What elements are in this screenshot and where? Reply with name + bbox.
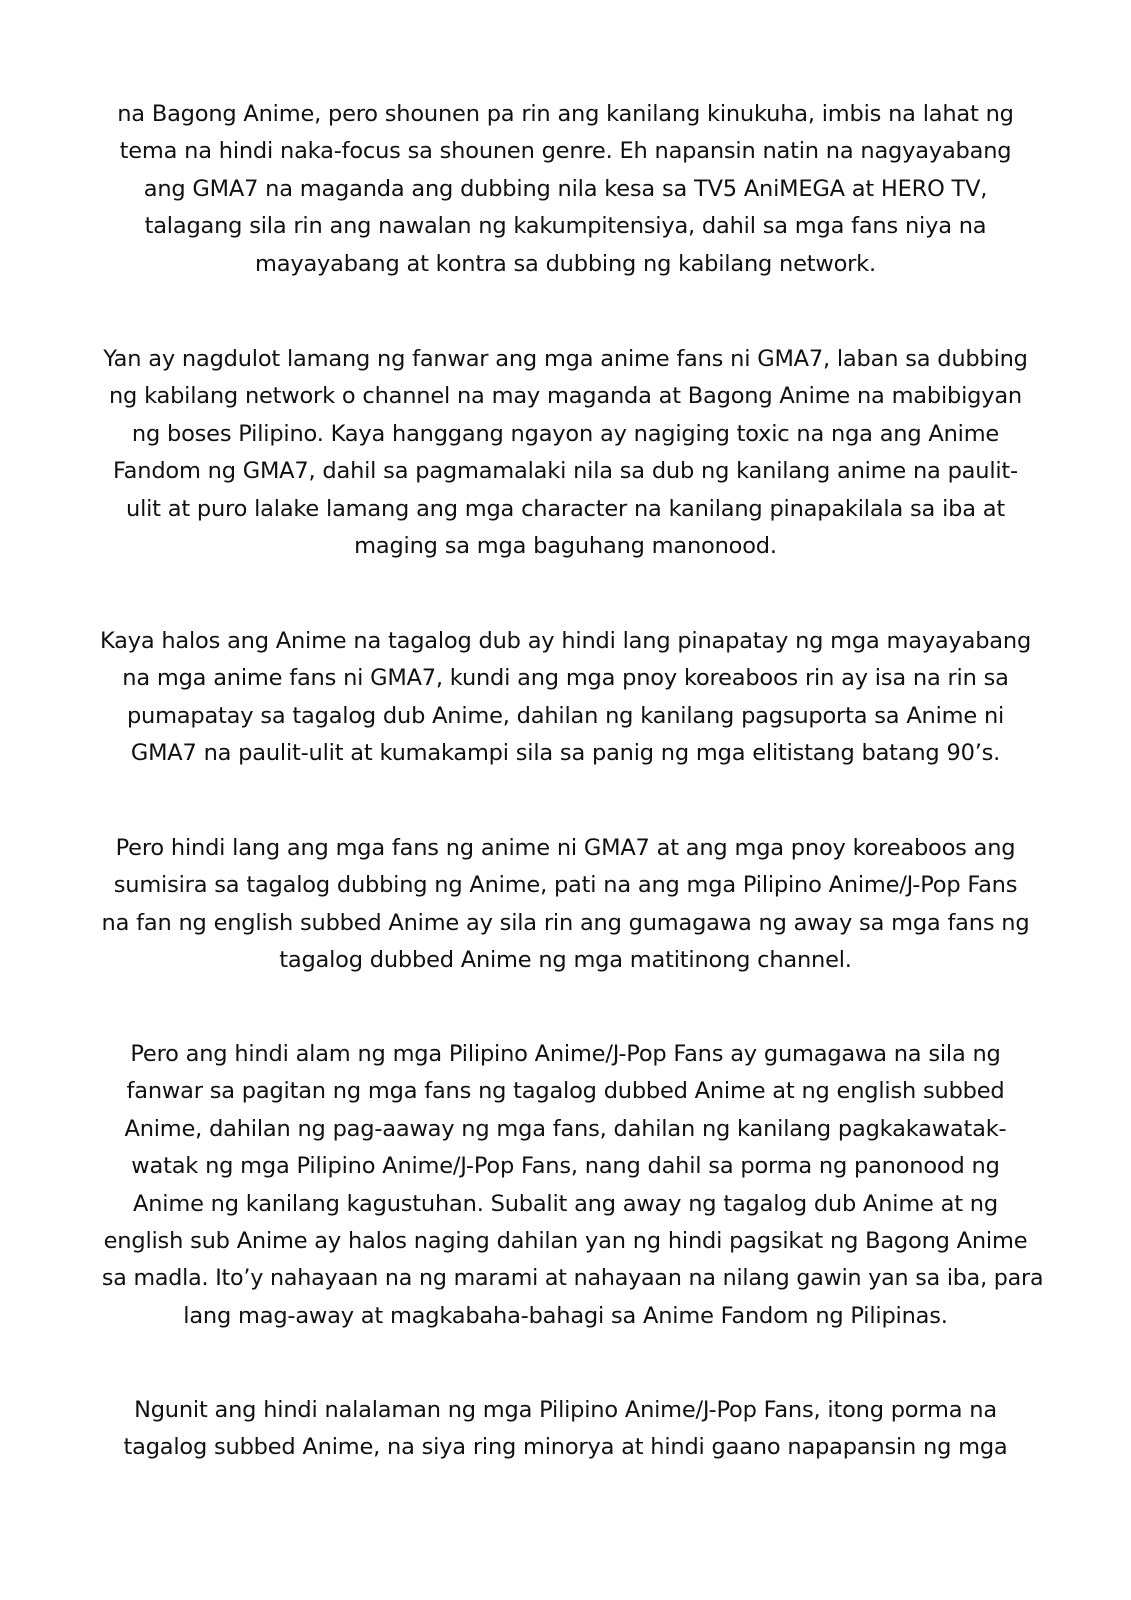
text-line: na fan ng english subbed Anime ay sila rin ang gumagawa ng away sa mga fans ng: [101, 909, 1030, 936]
text-line: talagang sila rin ang nawalan ng kakumpitensiya, dahil sa mga fans niya na: [144, 213, 987, 240]
text-line: tema na hindi naka-focus sa shounen genre. Eh napansin natin na nagyayabang: [119, 138, 1012, 165]
text-line: mayayabang at kontra sa dubbing ng kabilang network.: [255, 250, 876, 277]
paragraph: [95, 1036, 1044, 1335]
paragraph: [95, 1392, 1036, 1467]
text-line: Anime, dahilan ng pag-aaway ng mga fans, dahilan ng kanilang pagkakawatak-: [124, 1115, 1007, 1142]
text-line: pumapatay sa tagalog dub Anime, dahilan ng kanilang pagsuporta sa Anime ni: [126, 702, 1005, 729]
paragraph: [95, 623, 1036, 773]
text-line: sa madla. Ito’y nahayaan na ng marami at nahayaan na nilang gawin yan sa iba, para: [101, 1265, 1044, 1292]
text-line: ng kabilang network o channel na may maganda at Bagong Anime na mabibigyan: [108, 383, 1022, 410]
text-line: GMA7 na paulit-ulit at kumakampi sila sa panig ng mga elitistang batang 90’s.: [130, 740, 1001, 767]
text-line: Fandom ng GMA7, dahil sa pagmamalaki nila sa dub ng kanilang anime na paulit-: [113, 458, 1018, 485]
text-line: Anime ng kanilang kagustuhan. Subalit ang away ng tagalog dub Anime at ng: [133, 1190, 998, 1217]
text-line: lang mag-away at magkabaha-bahagi sa Anime Fandom ng Pilipinas.: [183, 1302, 948, 1329]
text-line: Ngunit ang hindi nalalaman ng mga Pilipino Anime/J-Pop Fans, itong porma na: [134, 1397, 997, 1423]
text-line: ang GMA7 na maganda ang dubbing nila kesa sa TV5 AniMEGA at HERO TV,: [143, 175, 988, 202]
text-line: fanwar sa pagitan ng mga fans ng tagalog dubbed Anime at ng english subbed: [126, 1078, 1005, 1105]
text-line: Pero hindi lang ang mga fans ng anime ni GMA7 at ang mga pnoy koreaboos ang: [115, 835, 1016, 861]
text-line: na mga anime fans ni GMA7, kundi ang mga pnoy koreaboos rin ay isa na rin sa: [122, 665, 1009, 692]
text-line: watak ng mga Pilipino Anime/J-Pop Fans, nang dahil sa porma ng panonood ng: [131, 1153, 1000, 1180]
paragraph: [95, 341, 1036, 565]
text-line: Kaya halos ang Anime na tagalog dub ay hindi lang pinapatay ng mga mayayabang: [99, 628, 1032, 654]
text-line: tagalog dubbed Anime ng mga matitinong channel.: [279, 947, 852, 974]
paragraph: [95, 96, 1036, 283]
paragraph: [95, 830, 1036, 980]
text-line: english sub Anime ay halos naging dahilan yan ng hindi pagsikat ng Bagong Anime: [103, 1228, 1028, 1255]
text-line: sumisira sa tagalog dubbing ng Anime, pati na ang mga Pilipino Anime/J-Pop Fans: [113, 872, 1018, 899]
text-line: ng boses Pilipino. Kaya hanggang ngayon ay nagiging toxic na nga ang Anime: [131, 420, 1000, 447]
text-line: tagalog subbed Anime, na siya ring minorya at hindi gaano napapansin ng mga: [123, 1434, 1008, 1461]
text-line: Pero ang hindi alam ng mga Pilipino Anime/J-Pop Fans ay gumagawa na sila ng: [130, 1041, 1001, 1067]
text-line: ulit at puro lalake lamang ang mga character na kanilang pinapakilala sa iba at: [126, 495, 1005, 522]
text-line: na Bagong Anime, pero shounen pa rin ang kanilang kinukuha, imbis na lahat ng: [117, 101, 1014, 127]
text-line: maging sa mga baguhang manonood.: [354, 533, 777, 560]
text-line: Yan ay nagdulot lamang ng fanwar ang mga anime fans ni GMA7, laban sa dubbing: [103, 346, 1028, 372]
